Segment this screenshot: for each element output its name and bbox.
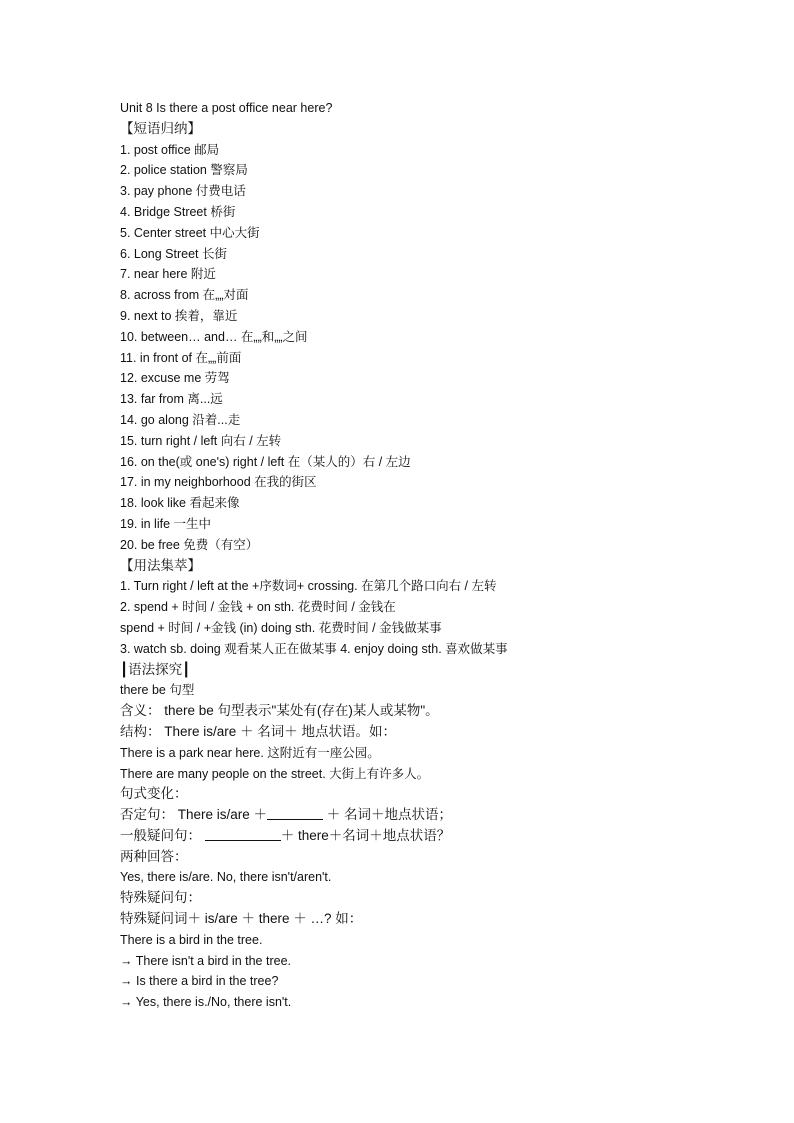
phrase-item: 15. turn right / left 向右 / 左转	[120, 433, 282, 448]
negative-sentence-end: ＋ 名词＋地点状语；	[323, 807, 453, 823]
question-sentence-start: 一般疑问句：	[120, 827, 205, 843]
grammar-structure: 结构： There is/are ＋ 名词＋ 地点状语。如：	[120, 723, 397, 739]
special-question-heading: 特殊疑问句：	[120, 890, 201, 906]
grammar-example: → There isn't a bird in the tree.	[120, 953, 291, 968]
phrase-item: 5. Center street 中心大街	[120, 225, 260, 240]
phrase-item: 19. in life 一生中	[120, 516, 212, 531]
phrase-item: 4. Bridge Street 桥街	[120, 204, 236, 219]
phrase-item: 7. near here 附近	[120, 267, 216, 282]
phrase-item: 17. in my neighborhood 在我的街区	[120, 475, 317, 490]
grammar-heading: ┃语法探究┃	[120, 661, 191, 677]
phrase-item: 18. look like 看起来像	[120, 496, 240, 511]
grammar-meaning: 含义： there be 句型表示"某处有(存在)某人或某物"。	[120, 703, 439, 719]
phrase-item: 20. be free 免费（有空）	[120, 537, 259, 552]
usage-item: 3. watch sb. doing 观看某人正在做某事 4. enjoy doing sth. 喜欢做某事	[120, 641, 508, 656]
phrase-item: 11. in front of 在„„前面	[120, 350, 242, 365]
phrase-item: 13. far from 离...远	[120, 392, 223, 407]
question-sentence-line	[120, 826, 760, 847]
usage-item: spend + 时间 / +金钱 (in) doing sth. 花费时间 / 金钱做某事	[120, 620, 442, 635]
fill-blank[interactable]	[205, 827, 281, 841]
special-question-structure: 特殊疑问词＋ is/are ＋ there ＋ …? 如：	[120, 911, 363, 927]
phrase-item: 6. Long Street 长街	[120, 246, 228, 261]
usage-item: 2. spend + 时间 / 金钱 + on sth. 花费时间 / 金钱在	[120, 600, 396, 615]
answers-heading: 两种回答：	[120, 848, 188, 864]
grammar-example: → Is there a bird in the tree?	[120, 974, 279, 989]
grammar-example: There are many people on the street. 大街上有许多人。	[120, 766, 430, 781]
changes-heading: 句式变化：	[120, 786, 188, 802]
usage-item: 1. Turn right / left at the +序数词+ crossing. 在第几个路口向右 / 左转	[120, 579, 497, 594]
answers-line: Yes, there is/are. No, there isn't/aren't.	[120, 870, 332, 885]
phrase-item: 16. on the(或 one's) right / left 在（某人的）右 / 左边	[120, 454, 411, 469]
document-page	[120, 98, 760, 1013]
phrase-item: 10. between… and… 在„„和„„之间	[120, 329, 308, 344]
negative-sentence-start: 否定句： There is/are ＋	[120, 807, 268, 823]
unit-title: Unit 8 Is there a post office near here?	[120, 101, 333, 115]
grammar-topic: there be 句型	[120, 683, 195, 698]
grammar-example: → Yes, there is./No, there isn't.	[120, 995, 292, 1010]
phrase-item: 2. police station 警察局	[120, 163, 248, 178]
fill-blank[interactable]	[267, 806, 323, 820]
usage-heading: 【用法集萃】	[120, 557, 201, 573]
grammar-example: There is a bird in the tree.	[120, 932, 263, 947]
phrase-item: 12. excuse me 劳驾	[120, 371, 230, 386]
phrase-item: 3. pay phone 付费电话	[120, 184, 246, 199]
phrase-item: 9. next to 挨着，靠近	[120, 308, 238, 323]
negative-sentence-line	[120, 805, 760, 826]
phrase-item: 1. post office 邮局	[120, 142, 220, 157]
grammar-example: There is a park near here. 这附近有一座公园。	[120, 745, 380, 760]
phrase-item: 14. go along 沿着...走	[120, 412, 241, 427]
phrases-heading: 【短语归纳】	[120, 120, 201, 136]
phrase-item: 8. across from 在„„对面	[120, 288, 249, 303]
question-sentence-end: ＋ there＋名词＋地点状语？	[280, 827, 451, 843]
